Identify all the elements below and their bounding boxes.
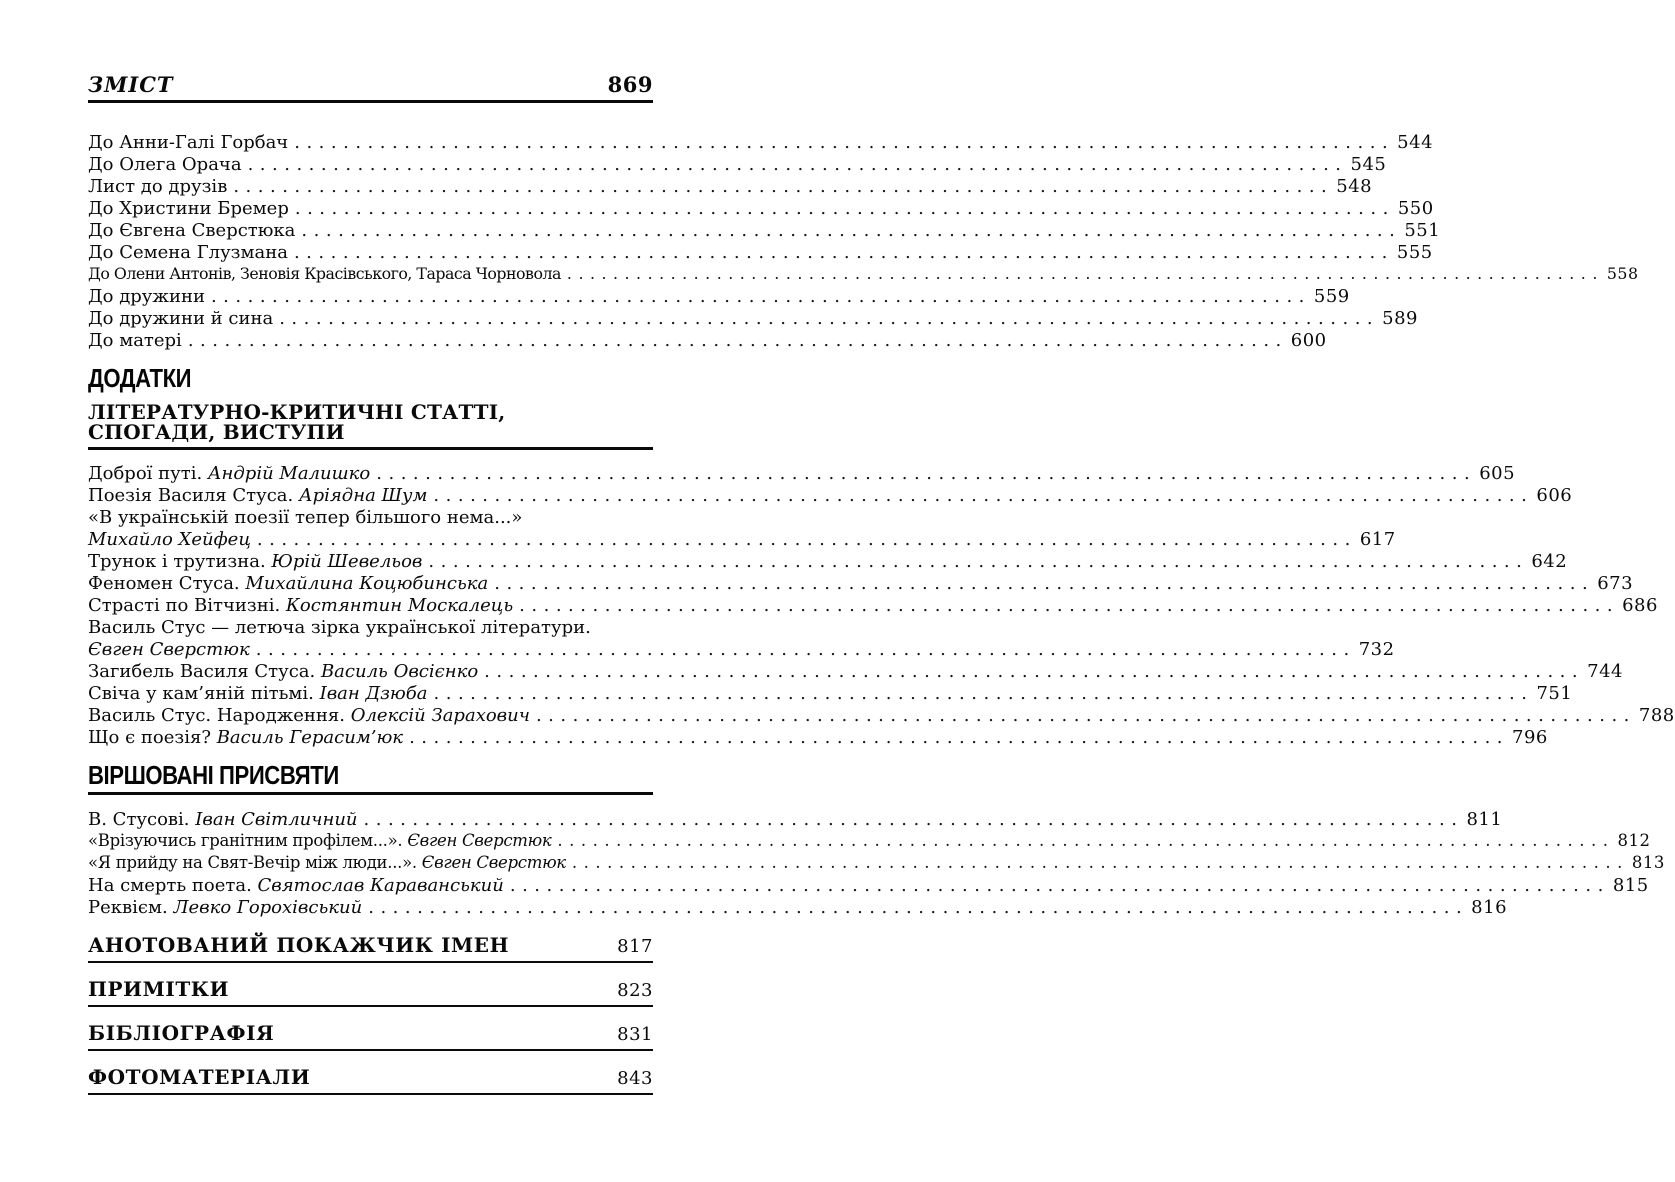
entry-title	[88, 485, 427, 506]
toc-entry	[88, 264, 1639, 286]
entry-page-number: 605	[1479, 463, 1516, 484]
toc-entry	[88, 176, 1373, 198]
entry-title-text: В. Стусові.	[88, 809, 196, 830]
dot-leader: ..........................................................................................	[484, 661, 1585, 682]
toc-entry	[88, 727, 1548, 749]
entry-page-number: 544	[1397, 132, 1434, 153]
toc-entry	[88, 831, 1651, 853]
entry-page-number: 589	[1382, 308, 1418, 329]
dot-leader: ..........................................................................................	[557, 831, 1615, 850]
toc-entry	[88, 573, 1634, 595]
entry-title	[88, 330, 182, 351]
dot-leader: ..........................................................................................	[279, 308, 1380, 329]
entry-page-number: 550	[1397, 198, 1434, 219]
entry-page-number: 551	[1404, 220, 1441, 241]
entry-title-text: Василь Стус — летюча зірка української літератури.	[88, 617, 591, 638]
toc-entry	[88, 242, 1433, 264]
entry-title-text: «Я прийду на Свят-Вечір між люди...».	[88, 853, 422, 872]
toc-entry	[88, 897, 1508, 919]
entry-title-text: До дружини	[88, 286, 205, 307]
dot-leader: ..........................................................................................	[428, 551, 1529, 572]
index-row	[88, 1065, 653, 1095]
toc-entry	[88, 132, 1434, 154]
entry-title-text: Лист до друзів	[88, 176, 228, 197]
toc-entry	[88, 683, 1573, 705]
entry-title-text: «Врізуючись гранітним профілем...».	[88, 831, 408, 850]
entry-author: Іван Дзюба	[319, 683, 428, 704]
entry-title-text: Феномен Стуса.	[88, 573, 246, 594]
dot-leader: ..........................................................................................	[433, 485, 1534, 506]
entry-title-text: Поезія Василя Стуса.	[88, 485, 299, 506]
entry-page-number: 811	[1466, 809, 1503, 830]
header-rule	[88, 100, 653, 103]
toc-entry	[88, 595, 1658, 617]
entry-title-text: Що є поезія?	[88, 727, 217, 748]
entry-title	[88, 639, 250, 660]
entry-page-number: 548	[1336, 176, 1373, 197]
entry-title	[88, 242, 288, 263]
entry-page-number: 788	[1638, 705, 1675, 726]
entry-page-number: 744	[1587, 661, 1623, 682]
toc-entry	[88, 551, 1568, 573]
index-row	[88, 933, 653, 963]
entry-title-text: До Семена Глузмана	[88, 242, 288, 263]
dot-leader: ..........................................................................................	[294, 132, 1395, 153]
entry-page-number: 686	[1622, 595, 1658, 616]
entry-author: Євген Сверстюк	[407, 831, 552, 850]
entry-title-text: До Євгена Сверстюка	[88, 220, 296, 241]
entry-title	[88, 507, 522, 528]
entry-title	[88, 463, 370, 484]
entry-title-text: Василь Стус. Народження.	[88, 705, 351, 726]
entry-title-text: «В українській поезії тепер більшого нема...»	[88, 507, 523, 528]
entry-title-text: Загибель Василя Стуса.	[88, 661, 321, 682]
toc-entry	[88, 507, 653, 529]
entry-author: Василь Овсієнко	[320, 661, 479, 682]
entry-title-text: На смерть поета.	[88, 875, 258, 896]
toc-entry	[88, 330, 1327, 352]
toc-entry	[88, 617, 653, 639]
entry-title	[88, 154, 242, 175]
dot-leader: ..........................................................................................	[368, 897, 1469, 918]
entry-page-number: 600	[1290, 330, 1327, 351]
toc-entry	[88, 875, 1649, 897]
entry-title	[88, 220, 295, 241]
entry-title	[88, 617, 591, 638]
subsection-heading-line: СПОГАДИ, ВИСТУПИ	[88, 420, 345, 444]
entry-title	[88, 683, 428, 704]
dot-leader: ..........................................................................................	[210, 286, 1311, 307]
entry-title	[88, 573, 488, 594]
entry-author: Іван Світличний	[195, 809, 358, 830]
dot-leader: ..........................................................................................	[293, 242, 1394, 263]
toc-section-letters	[88, 132, 1639, 352]
entry-title	[88, 551, 422, 572]
toc-entry	[88, 809, 1503, 831]
index-row	[88, 977, 653, 1007]
entry-page-number: 751	[1536, 683, 1573, 704]
section-heading-label: ДОДАТКИ	[88, 363, 192, 393]
toc-entry	[88, 529, 1396, 551]
toc-entry	[88, 220, 1441, 242]
dot-leader: ..........................................................................................	[233, 176, 1334, 197]
section-rule	[88, 792, 653, 795]
entry-page-number: 796	[1512, 727, 1548, 748]
toc-entry	[88, 485, 1573, 507]
entry-title-text: До Олега Орача	[88, 154, 242, 175]
dot-leader: ..........................................................................................	[294, 198, 1395, 219]
entry-page-number: 642	[1531, 551, 1568, 572]
entry-author: Костянтин Москалець	[285, 595, 514, 616]
entry-author: Євген Сверстюк	[421, 853, 566, 872]
entry-title-text: До Анни-Галі Горбач	[88, 132, 289, 153]
entry-author: Аріядна Шум	[298, 485, 428, 506]
dot-leader: ..........................................................................................	[301, 220, 1402, 241]
entry-page-number: 673	[1597, 573, 1634, 594]
entry-title-text: До матері	[88, 330, 182, 351]
entry-page-number: 617	[1359, 529, 1396, 550]
entry-title	[88, 198, 289, 219]
entry-title-text: До Олени Антонів, Зеновія Красівського, Тараса Чорновола	[88, 264, 561, 283]
entry-title	[88, 529, 251, 550]
entry-title	[88, 809, 358, 830]
toc-section-articles	[88, 463, 1675, 749]
index-title: ФОТОМАТЕРІАЛИ	[88, 1065, 311, 1089]
entry-page-number: 545	[1350, 154, 1387, 175]
entry-author: Михайло Хейфец	[88, 529, 251, 550]
index-page-number: 843	[617, 1068, 653, 1089]
entry-title	[88, 727, 403, 748]
index-title: ПРИМІТКИ	[88, 977, 230, 1001]
entry-title	[88, 853, 566, 872]
entry-page-number: 606	[1536, 485, 1573, 506]
entry-author: Михайлина Коцюбинська	[245, 573, 489, 594]
dot-leader: ..........................................................................................	[494, 573, 1595, 594]
dot-leader: ..........................................................................................	[519, 595, 1620, 616]
entry-author: Святослав Караванський	[257, 875, 504, 896]
section-heading	[88, 760, 653, 790]
folio-page-number: 869	[607, 72, 653, 97]
entry-title-text: Реквієм.	[88, 897, 174, 918]
entry-title	[88, 264, 561, 283]
subsection-heading	[88, 402, 653, 442]
dot-leader: ..........................................................................................	[376, 463, 1477, 484]
entry-title	[88, 176, 227, 197]
toc-body	[88, 132, 1675, 1095]
back-matter-index	[88, 933, 653, 1095]
index-row	[88, 1021, 653, 1051]
entry-page-number: 558	[1606, 264, 1639, 283]
entry-author: Василь Герасим’юк	[216, 727, 404, 748]
index-title: БІБЛІОГРАФІЯ	[88, 1021, 275, 1045]
entry-author: Левко Горохівський	[173, 897, 363, 918]
toc-entry	[88, 198, 1434, 220]
dot-leader: ..........................................................................................	[433, 683, 1534, 704]
entry-author: Юрій Шевельов	[271, 551, 423, 572]
entry-title-text: Свіча у кам’яній пітьмі.	[88, 683, 320, 704]
index-page-number: 817	[617, 936, 653, 957]
subsection-heading-line: ЛІТЕРАТУРНО-КРИТИЧНІ СТАТТІ,	[88, 400, 506, 424]
dot-leader: ..........................................................................................	[363, 809, 1464, 830]
entry-title-text: Трунок і трутизна.	[88, 551, 272, 572]
entry-title-text: До дружини й сина	[88, 308, 274, 329]
entry-author: Євген Сверстюк	[88, 639, 250, 660]
dot-leader: ..........................................................................................	[255, 639, 1356, 660]
entry-title-text: Страсті по Вітчизні.	[88, 595, 286, 616]
dot-leader: ..........................................................................................	[187, 330, 1288, 351]
dot-leader: ..........................................................................................	[535, 705, 1636, 726]
toc-section-dedications	[88, 809, 1665, 919]
toc-entry	[88, 154, 1387, 176]
page-header	[88, 72, 653, 97]
toc-entry	[88, 286, 1350, 308]
entry-title-text: До Христини Бремер	[88, 198, 289, 219]
entry-page-number: 555	[1396, 242, 1433, 263]
entry-title	[88, 831, 551, 850]
entry-title	[88, 705, 530, 726]
entry-page-number: 812	[1617, 831, 1651, 850]
running-title: ЗМІСТ	[88, 72, 174, 97]
dot-leader: ..........................................................................................	[571, 853, 1629, 872]
toc-entry	[88, 463, 1516, 485]
index-page-number: 823	[617, 980, 653, 1001]
entry-page-number: 816	[1471, 897, 1508, 918]
entry-page-number: 813	[1631, 853, 1665, 872]
entry-title-text: Доброї путі.	[88, 463, 208, 484]
entry-title	[88, 661, 478, 682]
section-rule	[88, 447, 653, 450]
section-heading-label: ВІРШОВАНІ ПРИСВЯТИ	[88, 760, 339, 790]
entry-title	[88, 132, 288, 153]
dot-leader: ..........................................................................................	[509, 875, 1610, 896]
dot-leader: ..........................................................................................	[256, 529, 1357, 550]
entry-title	[88, 308, 273, 329]
toc-entry	[88, 308, 1418, 330]
entry-page-number: 815	[1612, 875, 1649, 896]
index-page-number: 831	[617, 1024, 653, 1045]
entry-page-number: 732	[1358, 639, 1395, 660]
entry-author: Андрій Малишко	[207, 463, 371, 484]
entry-title	[88, 897, 362, 918]
dot-leader: ..........................................................................................	[566, 264, 1604, 283]
entry-title	[88, 286, 205, 307]
index-title: АНОТОВАНИЙ ПОКАЖЧИК ІМЕН	[88, 933, 510, 957]
entry-title	[88, 595, 513, 616]
toc-entry	[88, 639, 1395, 661]
toc-entry	[88, 705, 1675, 727]
dot-leader: ..........................................................................................	[409, 727, 1510, 748]
dot-leader: ..........................................................................................	[247, 154, 1348, 175]
toc-entry	[88, 853, 1665, 875]
section-heading	[88, 363, 653, 393]
toc-entry	[88, 661, 1623, 683]
entry-author: Олексій Зарахович	[350, 705, 530, 726]
entry-page-number: 559	[1313, 286, 1350, 307]
entry-title	[88, 875, 504, 896]
